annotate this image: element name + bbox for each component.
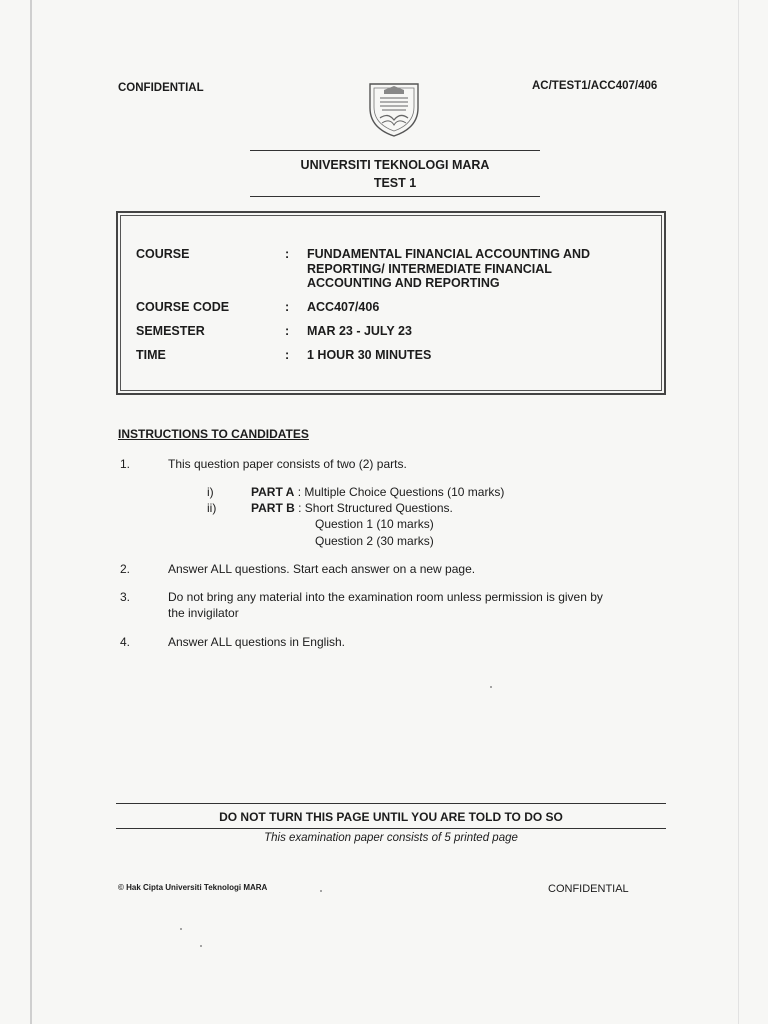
part-a-label: PART A xyxy=(251,485,295,499)
part-b-description: : Short Structured Questions. xyxy=(298,501,453,515)
semester-value: MAR 23 - JULY 23 xyxy=(307,324,412,338)
instruction-text: This question paper consists of two (2) parts. xyxy=(168,457,407,471)
separator: : xyxy=(285,348,290,362)
title-rule-bottom xyxy=(250,196,540,197)
part-a-line xyxy=(251,485,504,499)
separator: : xyxy=(285,324,290,338)
scan-edge xyxy=(738,0,739,1024)
course-code-label: COURSE CODE xyxy=(136,300,230,314)
instruction-text: Do not bring any material into the examination room unless permission is given by xyxy=(168,590,603,604)
instruction-text: Answer ALL questions in English. xyxy=(168,635,345,649)
scan-speck xyxy=(320,890,322,892)
do-not-turn-warning: DO NOT TURN THIS PAGE UNTIL YOU ARE TOLD TO DO SO xyxy=(219,810,563,824)
instruction-number: 1. xyxy=(120,457,131,471)
instructions-heading: INSTRUCTIONS TO CANDIDATES xyxy=(118,427,309,441)
part-roman: i) xyxy=(207,485,214,499)
instruction-number: 4. xyxy=(120,635,131,649)
sub-question: Question 1 (10 marks) xyxy=(315,517,434,531)
part-a-description: : Multiple Choice Questions (10 marks) xyxy=(297,485,505,499)
paper-code: AC/TEST1/ACC407/406 xyxy=(532,80,658,92)
footer-rule-top xyxy=(116,803,666,804)
scan-speck xyxy=(180,928,182,930)
confidential-footer: CONFIDENTIAL xyxy=(548,883,629,895)
sub-question: Question 2 (30 marks) xyxy=(315,534,434,548)
instruction-text: Answer ALL questions. Start each answer on a new page. xyxy=(168,562,476,576)
instruction-number: 3. xyxy=(120,590,131,604)
scan-speck xyxy=(200,945,202,947)
semester-label: SEMESTER xyxy=(136,324,205,338)
course-label: COURSE xyxy=(136,247,190,261)
confidential-label: CONFIDENTIAL xyxy=(118,82,204,94)
uitm-crest-icon xyxy=(362,78,426,140)
instruction-number: 2. xyxy=(120,562,131,576)
course-value: FUNDAMENTAL FINANCIAL ACCOUNTING AND REPORTING/ INTERMEDIATE FINANCIAL ACCOUNTING AND REPORTING xyxy=(307,247,591,290)
page-count-note: This examination paper consists of 5 printed page xyxy=(264,832,518,844)
time-value: 1 HOUR 30 MINUTES xyxy=(307,348,432,362)
separator: : xyxy=(285,247,290,261)
instruction-text-continued: the invigilator xyxy=(168,606,239,620)
part-b-line xyxy=(251,501,453,515)
part-b-label: PART B xyxy=(251,501,295,515)
course-code-row xyxy=(136,300,636,316)
institution-name: UNIVERSITI TEKNOLOGI MARA xyxy=(300,158,490,172)
footer-rule-bottom xyxy=(116,828,666,829)
title-rule-top xyxy=(250,150,540,151)
part-roman: ii) xyxy=(207,501,217,515)
scan-speck xyxy=(490,686,492,688)
semester-row xyxy=(136,324,636,340)
course-row xyxy=(136,247,636,293)
copyright-notice: © Hak Cipta Universiti Teknologi MARA xyxy=(118,883,268,892)
separator: : xyxy=(285,300,290,314)
course-code-value: ACC407/406 xyxy=(307,300,380,314)
time-row xyxy=(136,348,636,364)
scan-edge xyxy=(30,0,32,1024)
time-label: TIME xyxy=(136,348,166,362)
test-title: TEST 1 xyxy=(373,176,417,190)
